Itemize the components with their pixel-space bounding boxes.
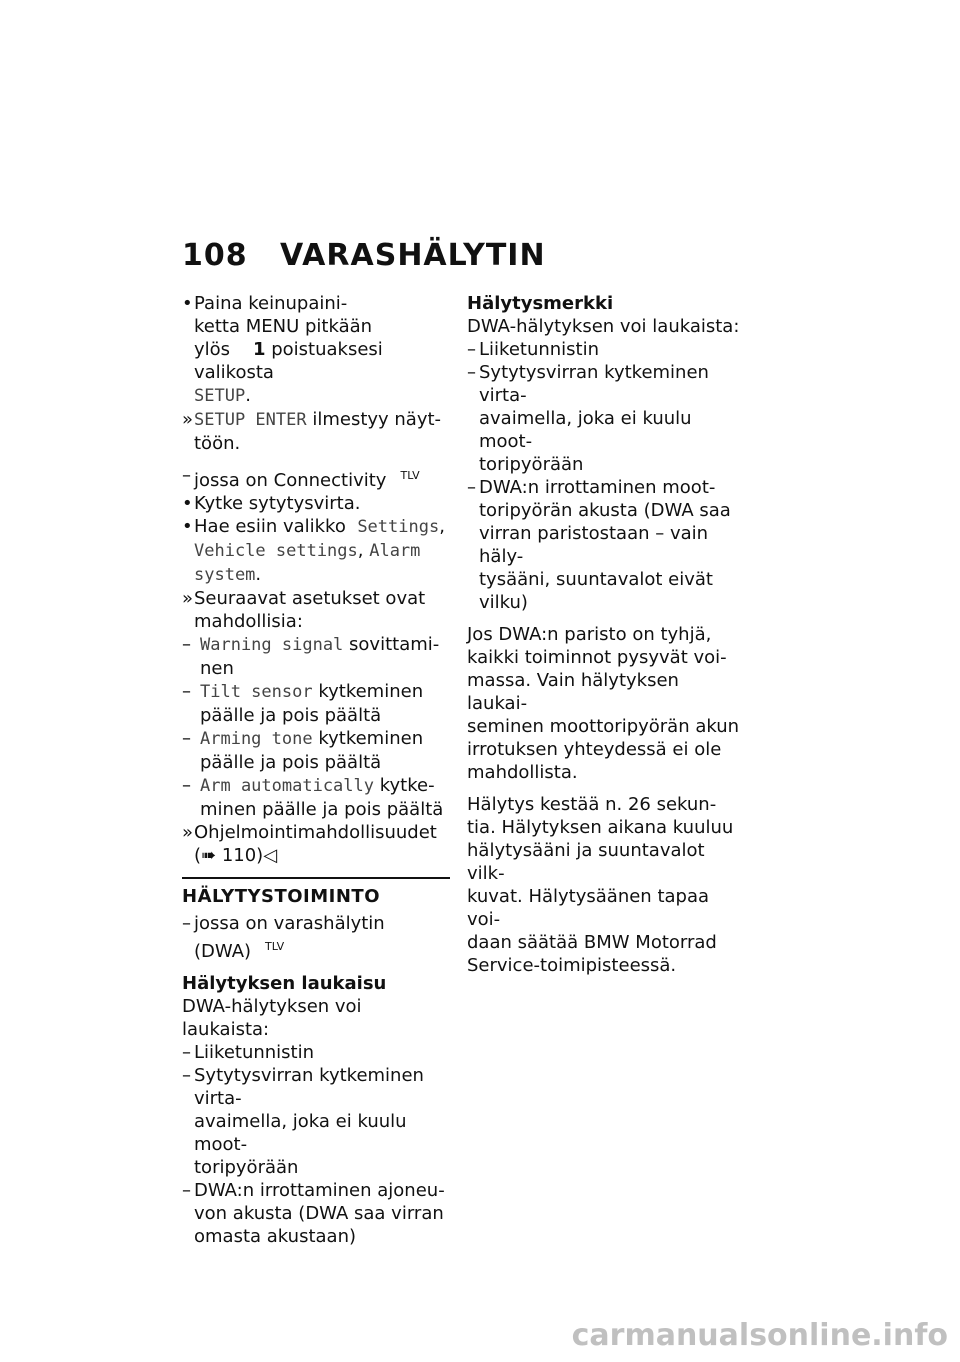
result-step — [182, 821, 450, 867]
text-line: – Arming tone kytkeminen — [200, 728, 424, 749]
text-line: mahdollisia: — [194, 611, 303, 632]
page-number: 108 — [182, 238, 248, 273]
text-line: Service-toimipisteessä. — [467, 955, 677, 976]
text-line: tia. Hälytyksen aikana kuuluu — [467, 817, 734, 838]
text-line: hälytysääni ja suuntavalot vilk- — [467, 840, 705, 884]
text-line: minen päälle ja pois päältä — [200, 799, 444, 820]
text-line: avaimella, joka ei kuulu moot- — [194, 1111, 407, 1155]
text-line: (DWA) $^{TLV}$ — [194, 940, 285, 962]
page-header — [182, 238, 546, 273]
text-line: – Warning signal sovittami- — [200, 634, 440, 655]
result-step — [182, 587, 450, 633]
paragraph — [467, 793, 742, 977]
paragraph: DWA-hälytyksen voi laukaista: — [467, 316, 740, 337]
text-line: ylös 1 poistuaksesi valikosta — [194, 339, 383, 383]
text-line: omasta akustaan) — [194, 1226, 356, 1247]
text-line: » Seuraavat asetukset ovat — [194, 588, 426, 609]
text-line: – Sytytysvirran kytkeminen virta- — [194, 1065, 424, 1109]
text-line: irrotuksen yhteydessä ei ole — [467, 739, 722, 760]
result-step — [182, 408, 450, 455]
list-item: – Liiketunnistin — [467, 338, 742, 361]
text-line: daan säätää BMW Motorrad — [467, 932, 717, 953]
text-line: toripyörän akusta (DWA saa — [479, 500, 731, 521]
subheading: Hälytyksen laukaisu — [182, 973, 387, 994]
text-line: tysääni, suuntavalot eivät vilku) — [479, 569, 713, 613]
instruction-step — [182, 292, 450, 408]
text-line: päälle ja pois päältä — [200, 752, 382, 773]
section-title: HÄLYTYSTOIMINTO — [182, 877, 450, 908]
text-line: nen — [200, 658, 234, 679]
list-item: – Liiketunnistin — [182, 1041, 450, 1064]
text-line: mahdollista. — [467, 762, 578, 783]
list-item — [182, 1179, 450, 1248]
watermark: carmanualsonline.info — [571, 1318, 948, 1353]
text-line: töön. — [194, 433, 241, 454]
text-line: system. — [194, 564, 262, 585]
text-line: von akusta (DWA saa virran — [194, 1203, 444, 1224]
text-line: • Hae esiin valikko Settings, — [194, 516, 445, 537]
right-column — [467, 292, 742, 977]
option-item — [182, 633, 450, 680]
text-line: toripyörään — [479, 454, 584, 475]
list-item — [182, 1064, 450, 1179]
paragraph: DWA-hälytyksen voi laukaista: — [182, 996, 362, 1040]
text-line: kuvat. Hälytysäänen tapaa voi- — [467, 886, 710, 930]
option-item — [182, 727, 450, 774]
condition: – jossa on Connectivity $^{TLV}$ — [182, 464, 450, 492]
text-line: Hälytys kestää n. 26 sekun- — [467, 794, 717, 815]
text-line: » Ohjelmointimahdollisuudet — [194, 822, 437, 843]
text-line: – Arm automatically kytke- — [200, 775, 435, 796]
text-line: kaikki toiminnot pysyvät voi- — [467, 647, 727, 668]
text-line: päälle ja pois päältä — [200, 705, 382, 726]
text-line: toripyörään — [194, 1157, 299, 1178]
text-line: Jos DWA:n paristo on tyhjä, — [467, 624, 712, 645]
text-line: virran paristostaan – vain häly- — [479, 523, 709, 567]
instruction-step — [182, 515, 450, 587]
option-item — [182, 774, 450, 821]
text-line: ketta MENU pitkään — [194, 316, 373, 337]
subheading: Hälytysmerkki — [467, 293, 614, 314]
text-line: Vehicle settings, Alarm — [194, 540, 421, 561]
list-item — [467, 476, 742, 614]
text-line: seminen moottoripyörän akun — [467, 716, 740, 737]
option-item — [182, 680, 450, 727]
text-line: – Sytytysvirran kytkeminen virta- — [479, 362, 709, 406]
left-column — [182, 292, 450, 1248]
text-line: – jossa on varashälytin — [194, 913, 385, 934]
page-title: VARASHÄLYTIN — [280, 238, 546, 273]
text-line: – DWA:n irrottaminen moot- — [479, 477, 716, 498]
text-line: – DWA:n irrottaminen ajoneu- — [194, 1180, 445, 1201]
condition — [182, 912, 450, 963]
paragraph — [467, 623, 742, 784]
instruction-step: • Kytke sytytysvirta. — [182, 492, 450, 515]
text-line: SETUP. — [194, 385, 251, 406]
text-line: massa. Vain hälytyksen laukai- — [467, 670, 679, 714]
list-item — [467, 361, 742, 476]
text-line: • Paina keinupaini- — [194, 293, 348, 314]
text-line: avaimella, joka ei kuulu moot- — [479, 408, 692, 452]
text-line: – Tilt sensor kytkeminen — [200, 681, 424, 702]
cross-reference[interactable]: (➠ 110)◁ — [194, 845, 278, 866]
text-line: » SETUP ENTER ilmestyy näyt- — [194, 409, 442, 430]
